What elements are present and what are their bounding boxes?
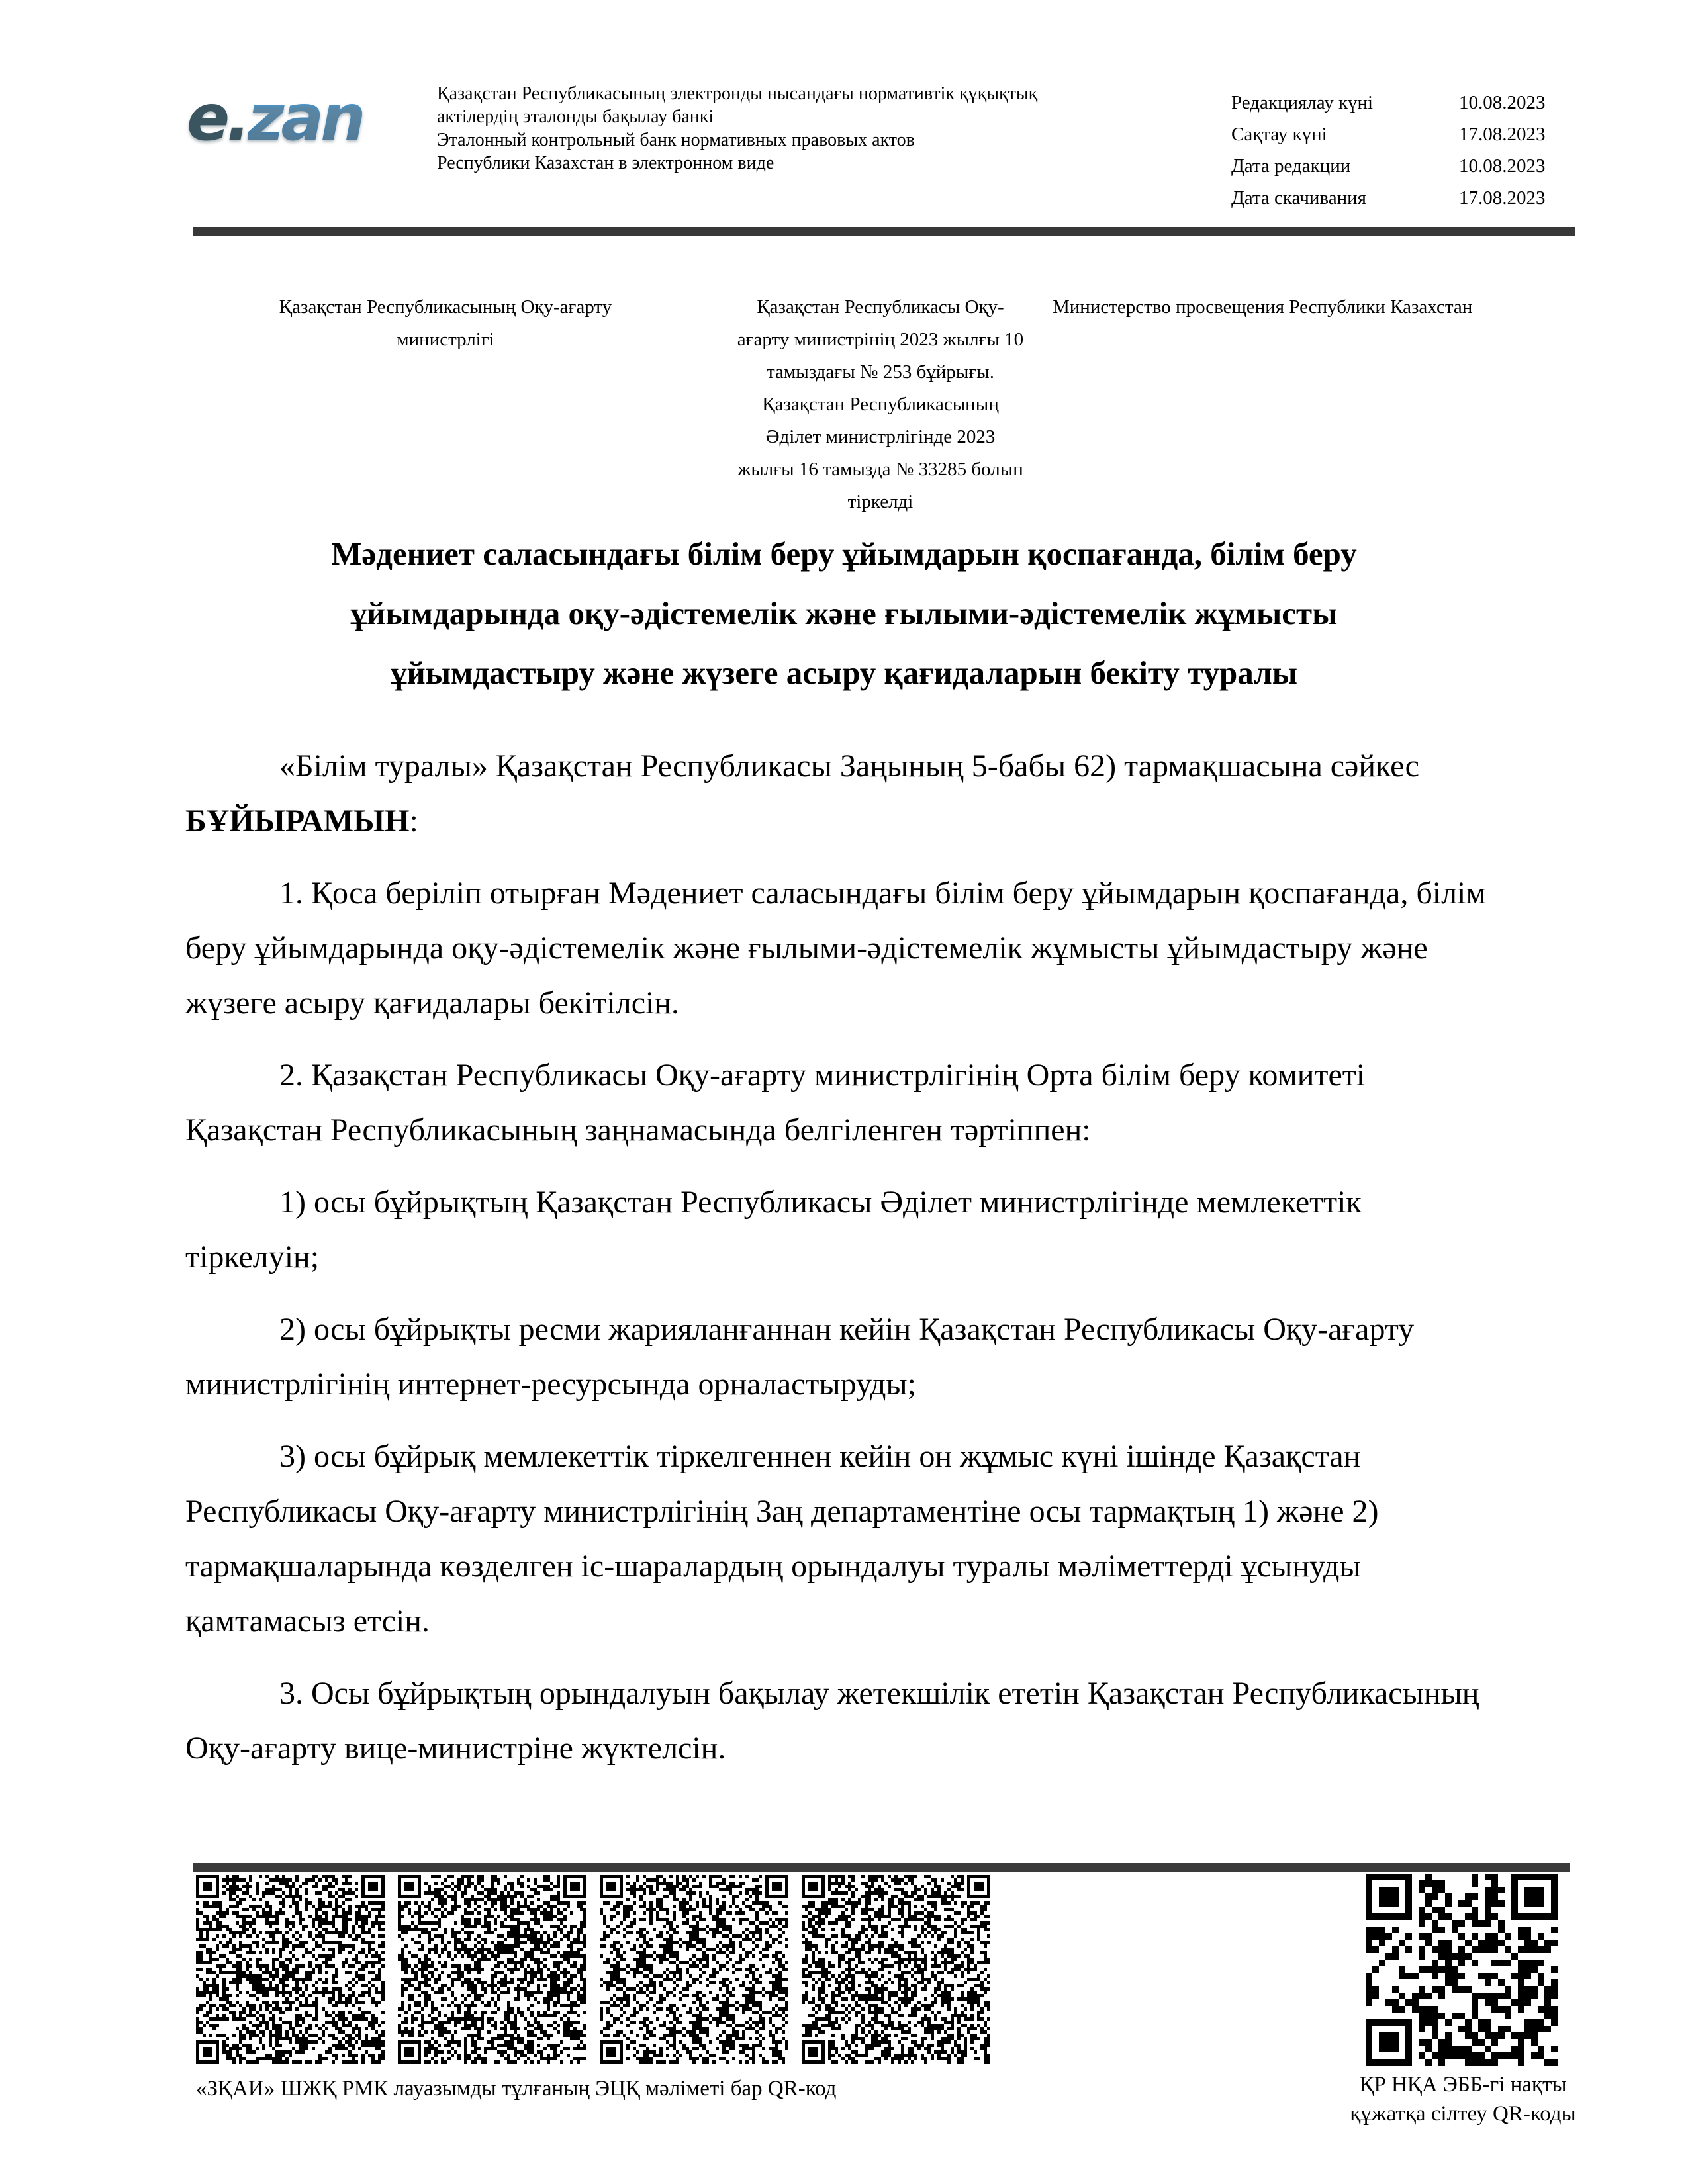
order-info-line: жылғы 16 тамызда № 33285 болып — [737, 459, 1023, 480]
document-title-line: ұйымдарында оқу-әдістемелік және ғылыми-әдістемелік жұмысты — [350, 595, 1338, 631]
bank-line: Қазақстан Республикасының электронды нысандағы нормативтік құқықтық — [437, 83, 1038, 104]
preamble-paragraph — [185, 739, 1503, 848]
order-info-line: тіркелді — [847, 491, 914, 512]
body-paragraph: 2. Қазақстан Республикасы Оқу-ағарту министрлігінің Орта білім беру комитеті Қазақстан Республикасының заңнамасында белгіленген тәртіппен: — [185, 1058, 1366, 1148]
date-value: 17.08.2023 — [1459, 124, 1546, 145]
date-value: 17.08.2023 — [1459, 187, 1546, 208]
preamble-text: «Білім туралы» Қазақстан Республикасы Заңының 5-бабы 62) тармақшасына сәйкес — [279, 749, 1419, 784]
date-value: 10.08.2023 — [1459, 156, 1546, 177]
order-info-line: тамыздағы № 253 бұйрығы. — [767, 361, 994, 383]
esign-qr-code-1 — [196, 1875, 385, 2064]
document-link-qr-code — [1366, 1874, 1558, 2066]
issuing-ministry-kk — [225, 291, 666, 356]
esign-qr-caption: «ЗҚАИ» ШЖҚ РМК лауазымды тұлғаның ЭЦҚ мәліметі бар QR-код — [196, 2077, 837, 2101]
body-paragraph: 2) осы бұйрықты ресми жарияланғаннан кейін Қазақстан Республикасы Оқу-ағарту министрлігінің интернет-ресурсында орналастыруды; — [185, 1312, 1415, 1402]
order-info-line: ағарту министрінің 2023 жылғы 10 — [737, 329, 1024, 350]
date-table — [1231, 87, 1582, 214]
ezan-logo-e: e. — [187, 81, 248, 155]
issuing-ministry-line: Қазақстан Республикасының Оқу-ағарту — [279, 296, 612, 318]
body-paragraph: 3) осы бұйрық мемлекеттік тіркелгеннен кейін он жұмыс күні ішінде Қазақстан Республикасы Оқу-ағарту министрлігінің Заң департаментіне осы тармақтың 1) және 2) тармақшаларында көзделген іс-шаралардың орындалуы туралы мәліметтерді ұсынуды қамтамасыз етсін. — [185, 1439, 1379, 1639]
issuing-ministry-line: министрлігі — [397, 329, 494, 350]
date-label: Дата редакции — [1231, 156, 1351, 177]
body-paragraph: 3. Осы бұйрықтың орындалуын бақылау жетекшілік ететін Қазақстан Республикасының Оқу-ағарту вице-министріне жүктелсін. — [185, 1676, 1479, 1766]
bank-line: актілердің эталонды бақылау банкі — [437, 107, 714, 127]
header-divider — [193, 227, 1575, 236]
document-title — [199, 524, 1489, 703]
date-label: Дата скачивания — [1231, 187, 1366, 208]
date-value: 10.08.2023 — [1459, 92, 1546, 113]
date-row — [1231, 150, 1582, 182]
order-info-line: Қазақстан Республикасының — [762, 394, 999, 415]
order-info-line: Қазақстан Республикасы Оқу- — [757, 296, 1004, 318]
document-title-line: Мәдениет саласындағы білім беру ұйымдарын қоспағанда, білім беру — [331, 535, 1357, 572]
date-row — [1231, 182, 1582, 214]
date-label: Редакциялау күні — [1231, 92, 1374, 113]
date-label: Сақтау күні — [1231, 124, 1327, 145]
date-row — [1231, 87, 1582, 118]
order-registration-info — [688, 291, 1072, 518]
order-verb-bold: БҰЙЫРАМЫН — [185, 803, 410, 839]
ezan-logo-zan: zan — [247, 81, 363, 155]
bank-line: Республики Казахстан в электронном виде — [437, 153, 774, 173]
esign-qr-code-4 — [802, 1875, 990, 2064]
esign-qr-code-3 — [600, 1875, 788, 2064]
issuing-ministry-ru: Министерство просвещения Республики Казахстан — [1053, 296, 1473, 318]
document-link-qr-caption — [1324, 2070, 1602, 2128]
document-body — [185, 739, 1503, 1793]
bank-description — [437, 82, 1178, 175]
document-link-qr-caption-line: ҚР НҚА ЭББ-гі нақты — [1359, 2073, 1567, 2097]
document-link-qr-caption-line: құжатқа сілтеу QR-коды — [1350, 2102, 1576, 2126]
ezan-logo — [187, 81, 385, 158]
footer-divider — [193, 1863, 1570, 1872]
date-row — [1231, 118, 1582, 150]
document-title-line: ұйымдастыру және жүзеге асыру қағидаларын бекіту туралы — [391, 655, 1297, 691]
body-paragraph: 1) осы бұйрықтың Қазақстан Республикасы Әділет министрлігінде мемлекеттік тіркелуін; — [185, 1185, 1362, 1275]
esign-qr-code-2 — [398, 1875, 586, 2064]
body-paragraph: 1. Қоса беріліп отырған Мәдениет саласындағы білім беру ұйымдарын қоспағанда, білім беру ұйымдарында оқу-әдістемелік және ғылыми-әдістемелік жұмысты ұйымдастыру және жүзеге асыру қағидалары бекітілсін. — [185, 876, 1486, 1021]
preamble-colon: : — [409, 803, 418, 839]
bank-line: Эталонный контрольный банк нормативных правовых актов — [437, 130, 915, 150]
order-info-line: Әділет министрлігінде 2023 — [765, 426, 996, 447]
